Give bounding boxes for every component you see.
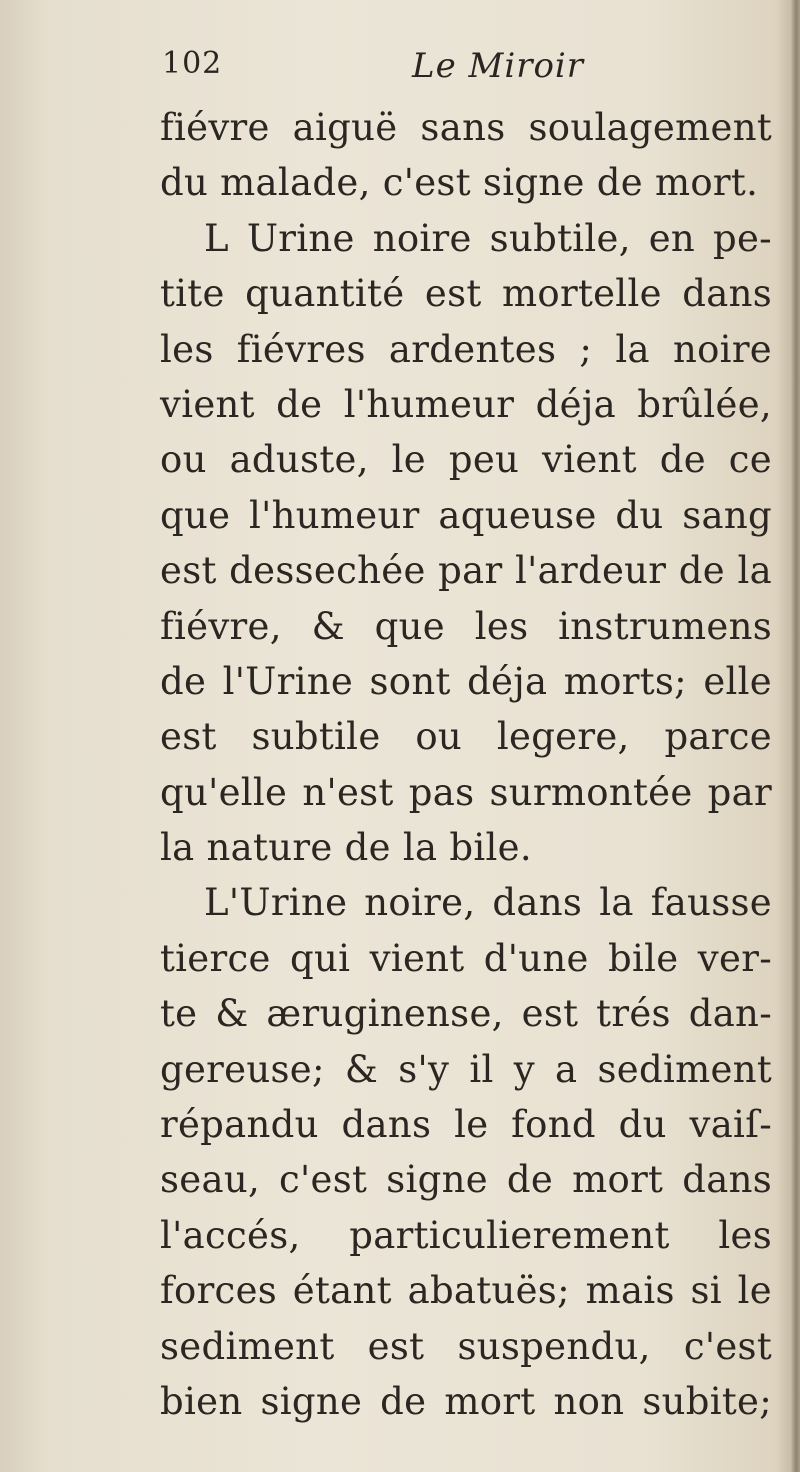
text-line: du malade, c'est signe de mort. (160, 161, 759, 205)
text-line: te & æruginense, est trés dan- (160, 992, 772, 1036)
text-line: l'accés, particulierement les (160, 1213, 772, 1257)
text-line: L Urine noire subtile, en pe- (204, 216, 772, 260)
text-line: seau, c'est signe de mort dans (160, 1158, 772, 1202)
text-line: fiévre aiguë sans soulagement (160, 106, 772, 149)
text-line: les fiévres ardentes ; la noire (160, 327, 772, 371)
text-line: la nature de la bile. (160, 826, 532, 870)
text-line: forces étant abatuës; mais si le (160, 1269, 772, 1313)
text-line: bien signe de mort non subite; (160, 1379, 772, 1423)
running-title: Le Miroir (412, 46, 585, 86)
text-line: tierce qui vient d'une bile ver- (160, 936, 772, 980)
page-number: 102 (162, 46, 223, 81)
page-header (162, 46, 762, 96)
text-line: fiévre, & que les instrumens (160, 604, 772, 648)
text-line: de l'Urine sont déja morts; elle (160, 659, 772, 703)
text-line: tite quantité est mortelle dans (160, 272, 772, 316)
text-line: que l'humeur aqueuse du sang (160, 493, 772, 537)
text-line: sediment est suspendu, c'est (160, 1324, 772, 1368)
text-line: qu'elle n'est pas surmontée par (160, 770, 772, 814)
text-line: ou aduste, le peu vient de ce (160, 438, 772, 482)
text-line: répandu dans le fond du vaiſ- (160, 1103, 772, 1147)
body-text (160, 100, 772, 1429)
text-line: est dessechée par l'ardeur de la (160, 549, 772, 593)
page-edge (790, 0, 800, 1472)
text-line: est subtile ou legere, parce (160, 715, 772, 759)
text-line: vient de l'humeur déja brûlée, (160, 382, 772, 426)
text-line: L'Urine noire, dans la fausse (204, 881, 772, 925)
text-line: gereuse; & s'y il y a sediment (160, 1047, 772, 1091)
